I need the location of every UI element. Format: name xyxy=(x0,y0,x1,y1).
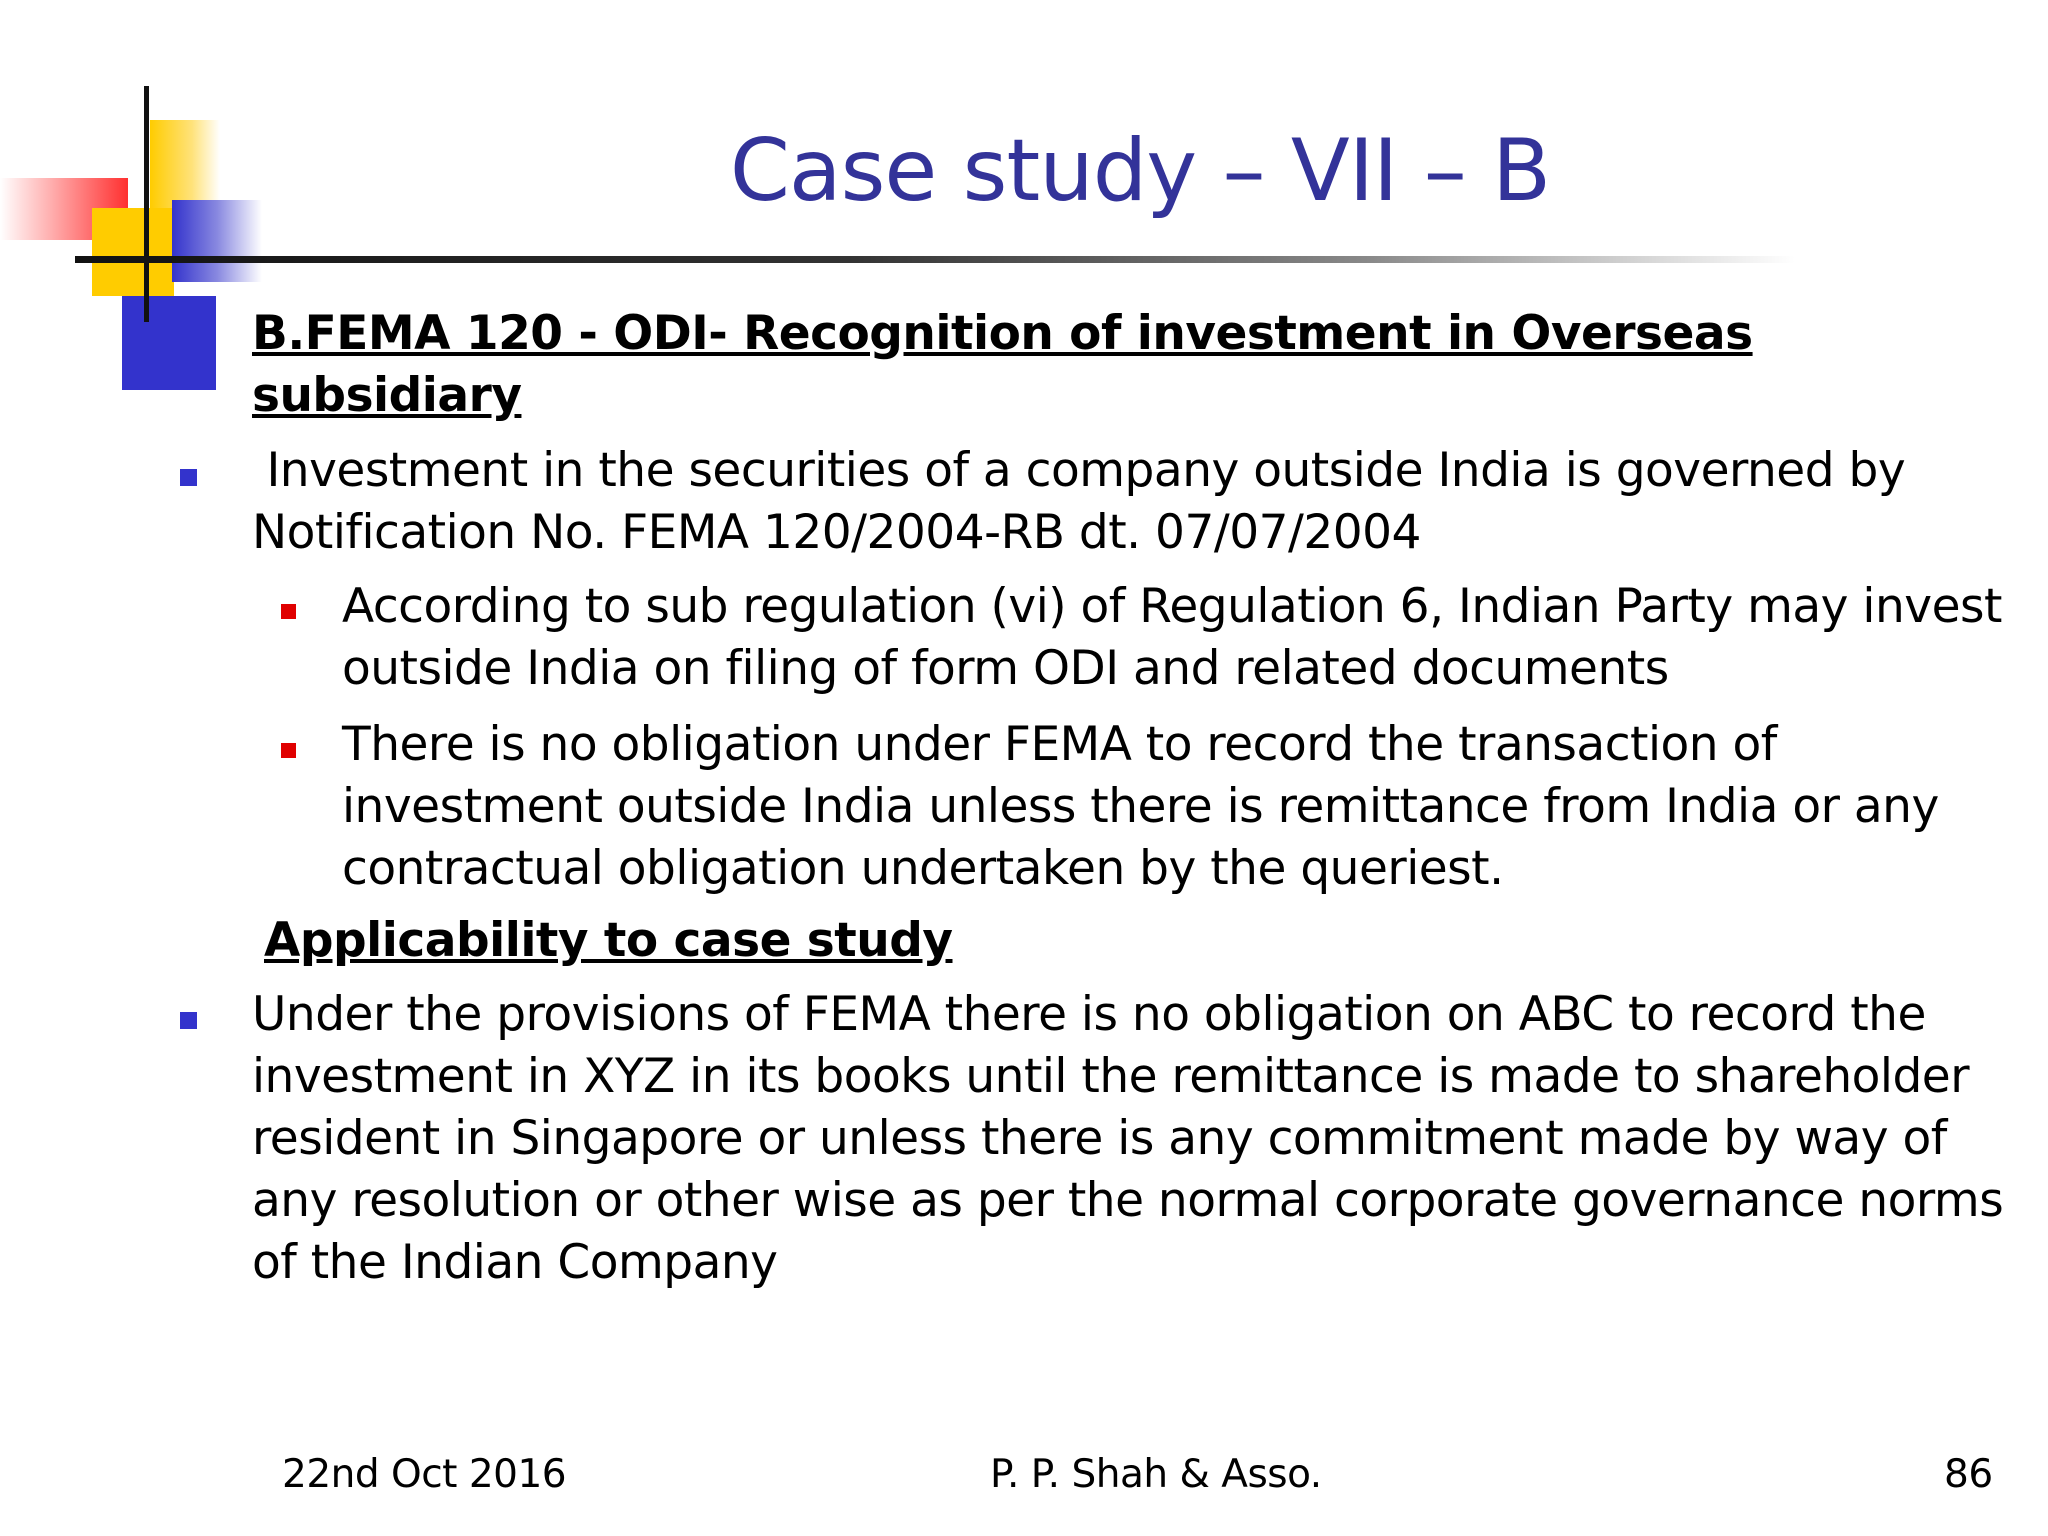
bullet-square-blue xyxy=(180,469,197,486)
bullet2-line4: any resolution or other wise as per the normal corporate governance norms xyxy=(252,1173,2004,1228)
bullet1-line2: Notification No. FEMA 120/2004-RB dt. 07/07/2004 xyxy=(252,505,1421,560)
applicability-heading: Applicability to case study xyxy=(264,913,953,968)
bullet-square-blue xyxy=(180,1012,197,1029)
sub-bullet1-line1: According to sub regulation (vi) of Regulation 6, Indian Party may invest xyxy=(342,579,2002,634)
sub-bullet1-line2: outside India on filing of form ODI and related documents xyxy=(342,641,1669,696)
section-heading-line2: subsidiary xyxy=(252,368,522,423)
section-heading-line1: B.FEMA 120 - ODI- Recognition of investment in Overseas xyxy=(252,306,1753,361)
sub-bullet2-line1: There is no obligation under FEMA to record the transaction of xyxy=(342,717,1777,772)
sub-bullet2-line3: contractual obligation undertaken by the queriest. xyxy=(342,841,1504,896)
slide-title: Case study – VII – B xyxy=(729,121,1551,221)
bullet2-line2: investment in XYZ in its books until the remittance is made to shareholder xyxy=(252,1049,1970,1104)
sub-bullet2-line2: investment outside India unless there is remittance from India or any xyxy=(342,779,1939,834)
bullet1-line1: Investment in the securities of a company outside India is governed by xyxy=(252,443,1906,498)
bullet2-line1: Under the provisions of FEMA there is no obligation on ABC to record the xyxy=(252,987,1926,1042)
footer-page-number: 86 xyxy=(1944,1452,1993,1497)
sub-bullet-square-red xyxy=(281,743,296,758)
bullet2-line3: resident in Singapore or unless there is any commitment made by way of xyxy=(252,1111,1947,1166)
footer-date: 22nd Oct 2016 xyxy=(282,1452,567,1497)
bullet2-line5: of the Indian Company xyxy=(252,1235,778,1290)
sub-bullet-square-red xyxy=(281,604,296,619)
footer-author: P. P. Shah & Asso. xyxy=(990,1452,1322,1497)
